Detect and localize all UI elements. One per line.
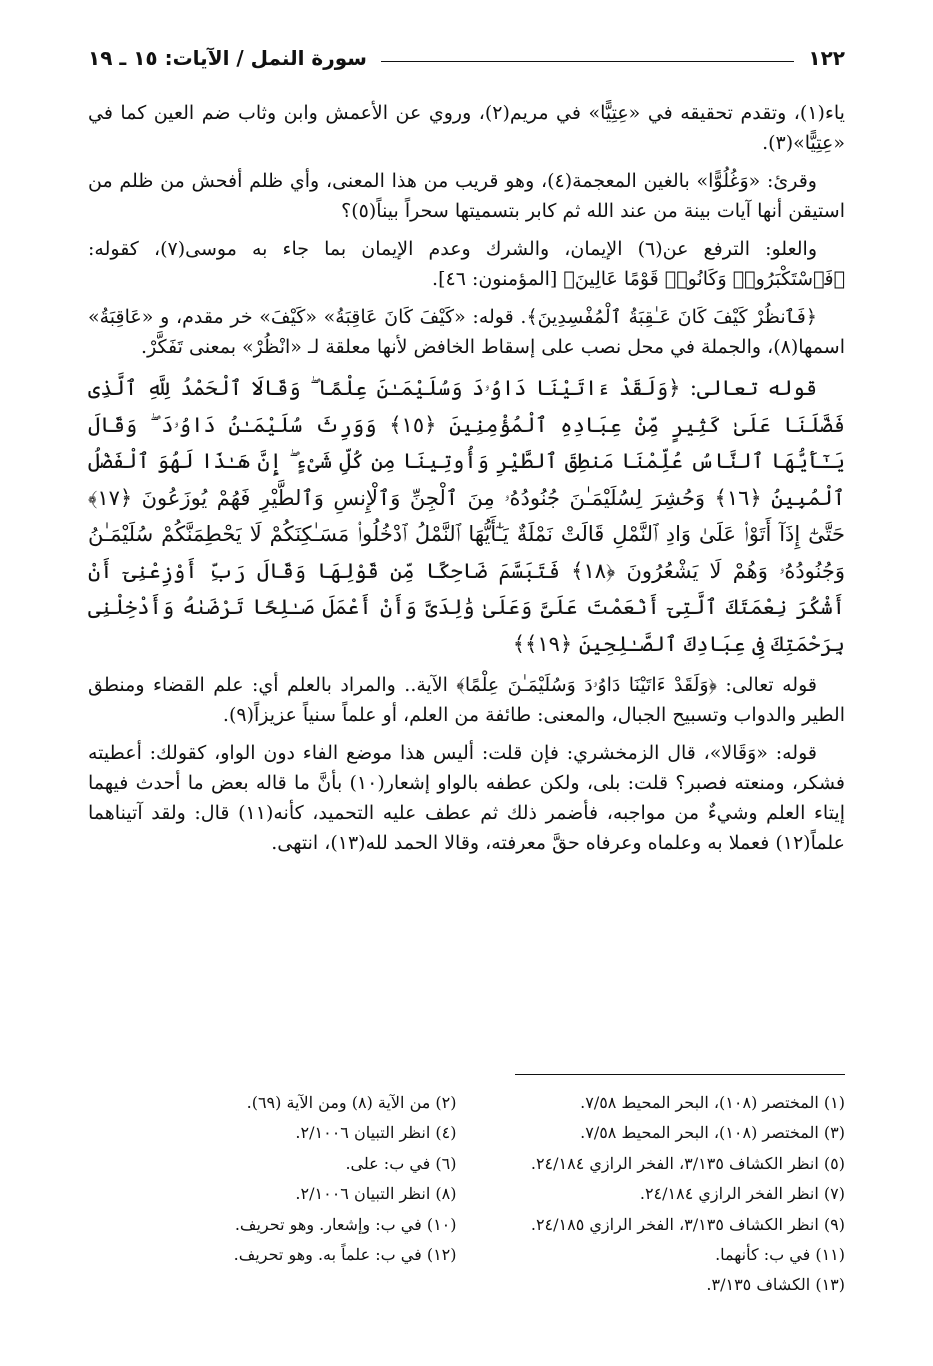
footnote-9: (٩) انظر الكشاف ٣/١٣٥، الفخر الرازي ٢٤/١٨٥. bbox=[530, 1214, 845, 1234]
main-text bbox=[88, 98, 845, 866]
quran-verses-paragraph: قوله تعالى: ﴿وَلَقَدْ ءَاتَيْنَا دَاوُۥدَ وَسُلَيْمَـٰنَ عِلْمًا ۖ وَقَالَا ٱلْحَمْدُ لِلَّهِ ٱلَّذِى فَضَّلَنَا عَلَىٰ كَثِيرٍ مِّنْ عِبَادِهِ ٱلْمُؤْمِنِينَ ﴿١٥﴾ وَوَرِثَ سُلَيْمَـٰنُ دَاوُۥدَ ۖ وَقَالَ يَـٰٓأَيُّهَا ٱلنَّاسُ عُلِّمْنَا مَنطِقَ ٱلطَّيْرِ وَأُوتِينَا مِن كُلِّ شَىْءٍ ۖ إِنَّ هَـٰذَا لَهُوَ ٱلْفَضْلُ ٱلْمُبِينُ ﴿١٦﴾ وَحُشِرَ لِسُلَيْمَـٰنَ جُنُودُهُۥ مِنَ ٱلْجِنِّ وَٱلْإِنسِ وَٱلطَّيْرِ فَهُمْ يُوزَعُونَ ﴿١٧﴾ حَتَّىٰٓ إِذَآ أَتَوْا۟ عَلَىٰ وَادِ ٱلنَّمْلِ قَالَتْ نَمْلَةٌ يَـٰٓأَيُّهَا ٱلنَّمْلُ ٱدْخُلُوا۟ مَسَـٰكِنَكُمْ لَا يَحْطِمَنَّكُمْ سُلَيْمَـٰنُ وَجُنُودُهُۥ وَهُمْ لَا يَشْعُرُونَ ﴿١٨﴾ فَتَبَسَّمَ ضَاحِكًا مِّن قَوْلِهَا وَقَالَ رَبِّ أَوْزِعْنِىٓ أَنْ أَشْكُرَ نِعْمَتَكَ ٱلَّتِىٓ أَنْعَمْتَ عَلَىَّ وَعَلَىٰ وَٰلِدَىَّ وَأَنْ أَعْمَلَ صَـٰلِحًا تَرْضَىٰهُ وَأَدْخِلْنِى بِرَحْمَتِكَ فِى عِبَادِكَ ٱلصَّـٰلِحِينَ ﴿١٩﴾﴾ bbox=[88, 376, 845, 656]
footnote-5: (٥) انظر الكشاف ٣/١٣٥، الفخر الرازي ٢٤/١٨٤. bbox=[530, 1153, 845, 1173]
paragraph-6: قوله تعالى: ﴿وَلَقَدْ ءَاتَيْنَا دَاوُۥدَ وَسُلَيْمَـٰنَ عِلْمًا﴾ الآية.. والمراد بالعلم أي: علم القضاء ومنطق الطير والدواب وتسبيح الجبال، والمعنى: طائفة من العلم، أو علماً سنياً عزيزاً(٩). bbox=[88, 674, 845, 727]
paragraph-7: قوله: «وَقَالا»، قال الزمخشري: فإن قلت: أليس هذا موضع الفاء دون الواو، كقولك: أعطيته فشكر، ومنعته فصبر؟ قلت: بلى، ولكن عطفه بالواو إشعار(١٠) بأنَّ ما قاله بعض ما أحدث فيهما إيتاء العلم وشيءٌ من مواجبه، فأضمر ذلك ثم عطف عليه التحميد، كأنه(١١) قال: ولقد آتيناهما علماً(١٢) فعملا به وعلماه وعرفاه حقَّ معرفته، وقالا الحمد لله(١٣)، انتهى. bbox=[88, 742, 845, 855]
footnote-7: (٧) انظر الفخر الرازي ٢٤/١٨٤. bbox=[639, 1184, 845, 1204]
header-rule bbox=[381, 61, 794, 62]
footnote-6: (٦) في ب: على. bbox=[345, 1153, 457, 1173]
running-title: سورة النمل / الآيات: ١٥ ـ ١٩ bbox=[88, 46, 367, 70]
paragraph-2: وقرئ: «وَغُلُوًّا» بالغين المعجمة(٤)، وهو قريب من هذا المعنى، وأي ظلم أفحش من ظلم من استيقن أنها آيات بينة من عند الله ثم كابر بتسميتها سحراً بيناً(٥)؟ bbox=[88, 170, 845, 223]
footnote-3: (٣) المختصر (١٠٨)، البحر المحيط ٧/٥٨. bbox=[580, 1123, 845, 1143]
footnote-10: (١٠) في ب: وإشعار. وهو تحريف. bbox=[234, 1214, 457, 1234]
footnotes bbox=[88, 1088, 845, 1301]
paragraph-3: والعلو: الترفع عن(٦) الإيمان، والشرك وعدم الإيمان بما جاء به موسى(٧)، كقوله: ﴿فَٱسْتَكْبَرُوا۟ وَكَانُوا۟ قَوْمًا عَالِينَ﴾ [المؤمنون: ٤٦]. bbox=[88, 238, 845, 291]
footnote-separator bbox=[515, 1074, 845, 1075]
footnote-8: (٨) انظر التبيان ٢/١٠٠٦. bbox=[295, 1184, 457, 1204]
paragraph-4: ﴿فَٱنظُرْ كَيْفَ كَانَ عَـٰقِبَةُ ٱلْمُفْسِدِينَ﴾. قوله: «كَيْفَ كَانَ عَاقِبَةُ» «كَيْفَ» خر مقدم، و «عَاقِبَةُ» اسمها(٨)، والجملة في محل نصب على إسقاط الخافض لأنها معلقة لـ «انْظُرْ» بمعنى تَفَكَّرْ. bbox=[88, 306, 845, 359]
footnote-13: (١٣) الكشاف ٣/١٣٥. bbox=[706, 1275, 845, 1295]
footnote-11: (١١) في ب: كأنهما. bbox=[715, 1244, 845, 1264]
footnote-12: (١٢) في ب: علماً به. وهو تحريف. bbox=[233, 1244, 457, 1264]
page-number: ١٢٢ bbox=[808, 46, 845, 70]
footnote-4: (٤) انظر التبيان ٢/١٠٠٦. bbox=[295, 1123, 457, 1143]
page-header bbox=[88, 40, 845, 76]
paragraph-1: ياء(١)، وتقدم تحقيقه في «عِتِيًّا» في مريم(٢)، وروي عن الأعمش وابن وثاب ضم العين كما في «عِتِيًّا»(٣). bbox=[88, 102, 845, 155]
footnote-1: (١) المختصر (١٠٨)، البحر المحيط ٧/٥٨. bbox=[580, 1093, 845, 1112]
footnote-2: (٢) من الآية (٨) ومن الآية (٦٩). bbox=[246, 1093, 457, 1112]
